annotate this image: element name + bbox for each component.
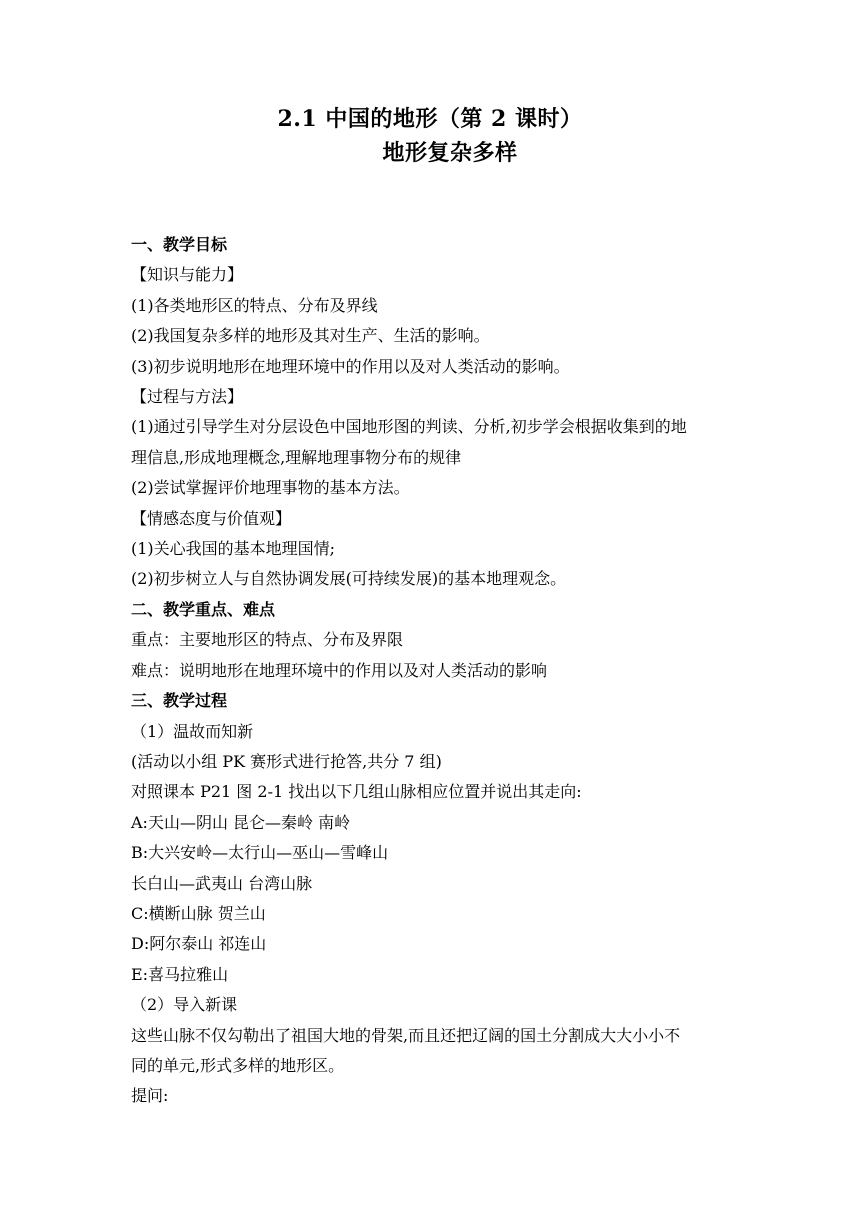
paragraph-line: 这些山脉不仅勾勒出了祖国大地的骨架,而且还把辽阔的国土分割成大大小小不: [131, 1025, 681, 1045]
paragraph-line: 理信息,形成地理概念,理解地理事物分布的规律: [131, 447, 462, 467]
paragraph-line: D:阿尔泰山 祁连山: [131, 934, 267, 954]
paragraph-line: （1）温故而知新: [131, 721, 254, 741]
section-heading: 一、教学目标: [131, 235, 228, 254]
document-body: [131, 230, 741, 1112]
paragraph-line: (1)各类地形区的特点、分布及界线: [131, 295, 378, 315]
paragraph-line: 重点：主要地形区的特点、分布及界限: [131, 630, 404, 650]
paragraph-line: (1)关心我国的基本地理国情;: [131, 539, 336, 559]
paragraph-line: (2)初步树立人与自然协调发展(可持续发展)的基本地理观念。: [131, 569, 567, 589]
paragraph-line: 【知识与能力】: [131, 265, 244, 285]
paragraph-line: (3)初步说明地形在地理环境中的作用以及对人类活动的影响。: [131, 356, 570, 376]
paragraph-line: A:天山—阴山 昆仑—秦岭 南岭: [131, 812, 351, 832]
paragraph-line: 对照课本 P21 图 2-1 找出以下几组山脉相应位置并说出其走向:: [131, 782, 582, 802]
paragraph-line: 【情感态度与价值观】: [131, 508, 292, 528]
document-title: 2.1 中国的地形（第 2 课时）: [277, 106, 583, 132]
paragraph-line: (1)通过引导学生对分层设色中国地形图的判读、分析,初步学会根据收集到的地: [131, 417, 687, 437]
section-heading: 二、教学重点、难点: [131, 599, 276, 619]
paragraph-line: B:大兴安岭—太行山—巫山—雪峰山: [131, 843, 389, 863]
paragraph-line: C:横断山脉 贺兰山: [131, 903, 266, 923]
paragraph-line: (活动以小组 PK 赛形式进行抢答,共分 7 组): [131, 751, 442, 771]
paragraph-line: （2）导入新课: [131, 995, 238, 1015]
paragraph-line: (2)尝试掌握评价地理事物的基本方法。: [131, 478, 410, 498]
document-subtitle: 地形复杂多样: [382, 140, 518, 166]
section-heading: 三、教学过程: [131, 691, 228, 711]
paragraph-line: 提问:: [131, 1086, 169, 1106]
paragraph-line: E:喜马拉雅山: [131, 964, 229, 984]
paragraph-line: (2)我国复杂多样的地形及其对生产、生活的影响。: [131, 326, 490, 346]
paragraph-line: 难点：说明地形在地理环境中的作用以及对人类活动的影响: [131, 660, 548, 680]
paragraph-line: 长白山—武夷山 台湾山脉: [131, 873, 313, 893]
paragraph-line: 同的单元,形式多样的地形区。: [131, 1055, 345, 1075]
paragraph-line: 【过程与方法】: [131, 387, 244, 407]
